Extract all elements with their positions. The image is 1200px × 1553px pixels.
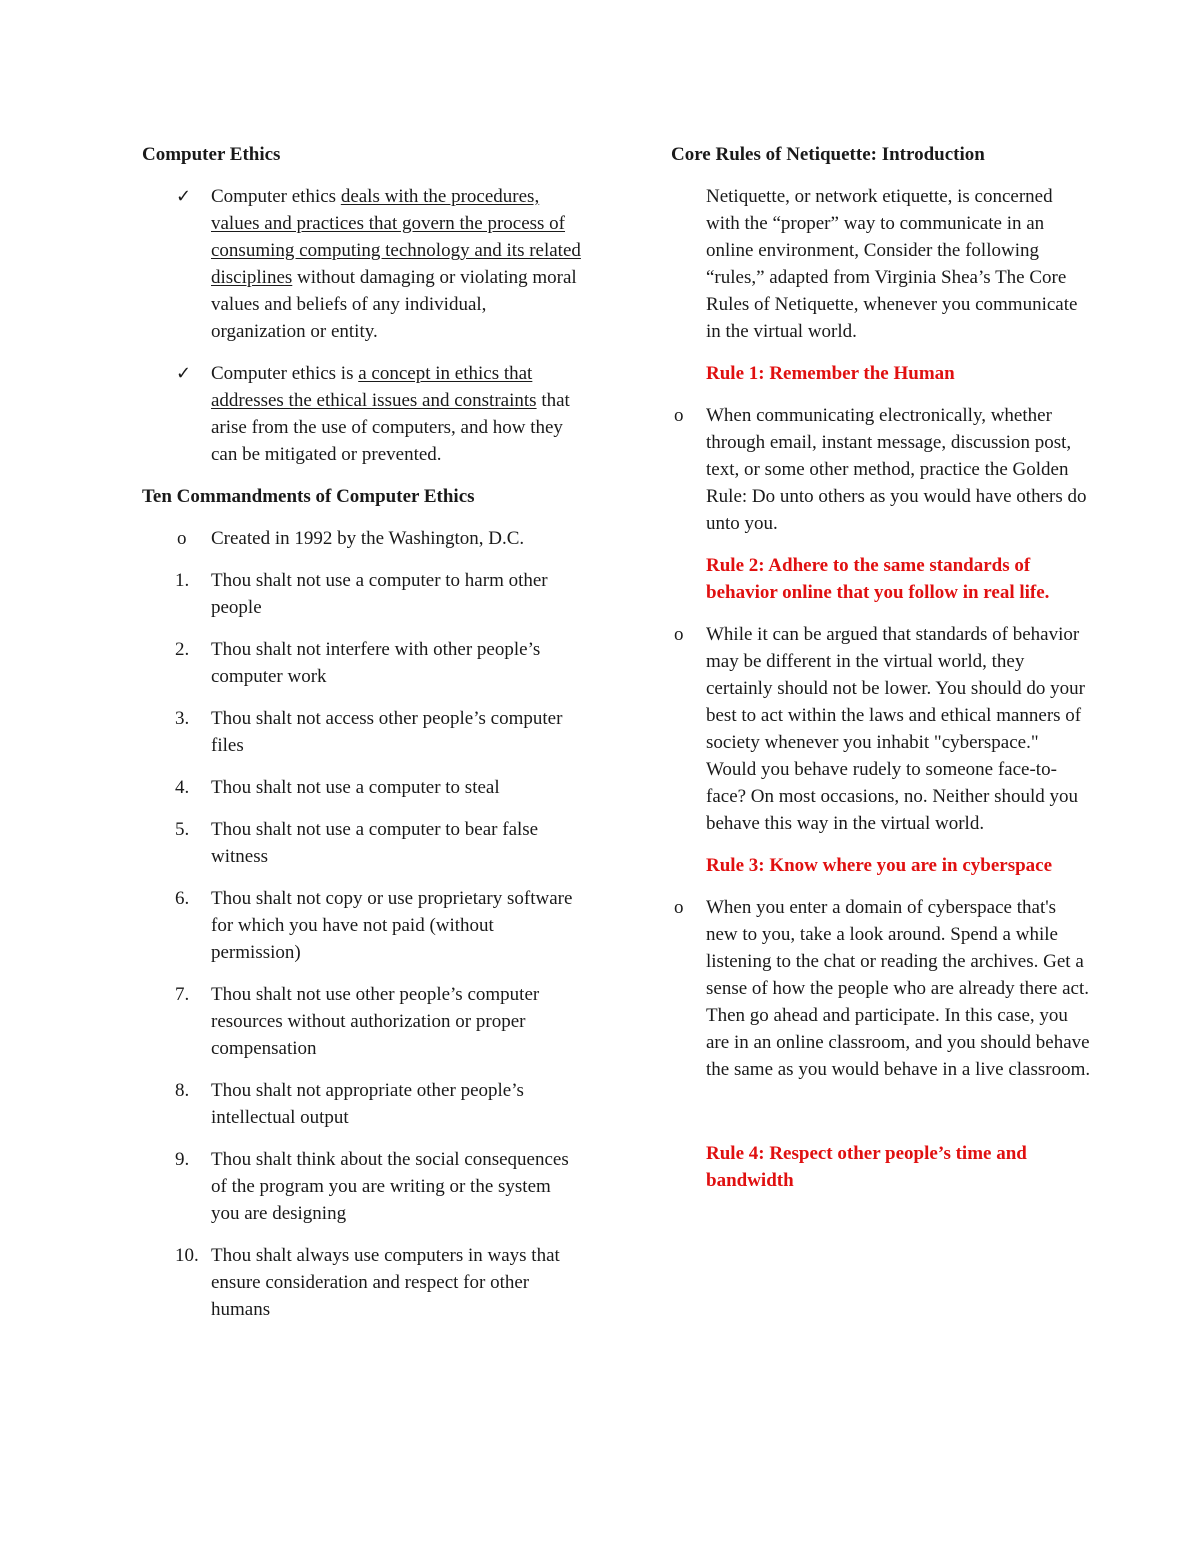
commandment-item xyxy=(142,1146,582,1227)
checkmark-icon: ✓ xyxy=(176,186,192,207)
commandment-number: 8. xyxy=(175,1080,190,1101)
ethics-point-2 xyxy=(142,360,582,468)
rule-text: When communicating electronically, whether through email, instant message, discussion post, text, or some other method, practice the Golden Rule: Do unto others as you would have others do unto you. xyxy=(706,405,1087,534)
ethics-point-2-before: Computer ethics is xyxy=(211,363,359,384)
commandment-text: Thou shalt always use computers in ways that ensure consideration and respect for other humans xyxy=(211,1245,560,1320)
ethics-point-1-before: Computer ethics xyxy=(211,186,341,207)
created-note xyxy=(142,525,582,552)
rule-body xyxy=(671,402,1091,537)
commandment-item xyxy=(142,567,582,621)
commandment-number: 9. xyxy=(175,1149,190,1170)
spacer xyxy=(671,1098,1091,1140)
checkmark-icon: ✓ xyxy=(176,363,192,384)
netiquette-intro: Netiquette, or network etiquette, is concerned with the “proper” way to communicate in an online environment, Consider the following “rules,” adapted from Virginia Shea’s The Core Rules of Netiquette, whenever you communicate in the virtual world. xyxy=(706,186,1078,342)
commandment-number: 7. xyxy=(175,984,190,1005)
commandment-item xyxy=(142,774,582,801)
ten-commandments-heading: Ten Commandments of Computer Ethics xyxy=(142,486,475,507)
rule-text: While it can be argued that standards of behavior may be different in the virtual world, they certainly should not be lower. You should do your best to act within the laws and ethical manners of society whenever you inhabit "cyberspace." Would you behave rudely to someone face-to-face? On most occasions, no. Neither should you behave this way in the virtual world. xyxy=(706,624,1085,834)
commandment-text: Thou shalt not access other people’s computer files xyxy=(211,708,563,756)
commandment-item xyxy=(142,816,582,870)
commandment-text: Thou shalt think about the social consequences of the program you are writing or the system you are designing xyxy=(211,1149,569,1224)
left-column xyxy=(142,141,582,1338)
ethics-point-2-underlined: a concept in ethics that addresses the ethical issues and constraints xyxy=(211,363,537,411)
ethics-point-1-after: without damaging or violating moral values and beliefs of any individual, organization or entity. xyxy=(211,267,577,342)
rule-heading: Rule 1: Remember the Human xyxy=(706,363,955,384)
rule-body xyxy=(671,621,1091,837)
rule-heading: Rule 2: Adhere to the same standards of behavior online that you follow in real life. xyxy=(706,555,1050,603)
commandment-number: 3. xyxy=(175,708,190,729)
commandment-text: Thou shalt not copy or use proprietary software for which you have not paid (without permission) xyxy=(211,888,573,963)
commandment-number: 6. xyxy=(175,888,190,909)
commandment-item xyxy=(142,885,582,966)
commandment-text: Thou shalt not interfere with other people’s computer work xyxy=(211,639,541,687)
commandment-text: Thou shalt not use a computer to steal xyxy=(211,777,500,798)
bullet-o: o xyxy=(177,528,187,549)
commandment-item xyxy=(142,981,582,1062)
commandment-number: 2. xyxy=(175,639,190,660)
ethics-point-1 xyxy=(142,183,582,345)
commandment-number: 10. xyxy=(175,1245,199,1266)
commandment-number: 4. xyxy=(175,777,190,798)
commandment-text: Thou shalt not use other people’s computer resources without authorization or proper compensation xyxy=(211,984,540,1059)
created-note-text: Created in 1992 by the Washington, D.C. xyxy=(211,528,525,549)
rule-text: When you enter a domain of cyberspace that's new to you, take a look around. Spend a while listening to the chat or reading the archives. Get a sense of how the people who are already there act. Then go ahead and participate. In this case, you are in an online classroom, and you should behave the same as you would behave in a live classroom. xyxy=(706,897,1091,1080)
netiquette-heading: Core Rules of Netiquette: Introduction xyxy=(671,144,985,165)
commandment-text: Thou shalt not use a computer to harm other people xyxy=(211,570,548,618)
commandment-number: 1. xyxy=(175,570,190,591)
rule-heading: Rule 3: Know where you are in cyberspace xyxy=(706,855,1053,876)
ethics-point-1-underlined: deals with the procedures, values and practices that govern the process of consuming computing technology and its related disciplines xyxy=(211,186,581,288)
computer-ethics-heading: Computer Ethics xyxy=(142,144,281,165)
bullet-o: o xyxy=(674,897,684,918)
bullet-o: o xyxy=(674,624,684,645)
rules-list xyxy=(671,360,1091,1083)
rule-body xyxy=(671,894,1091,1083)
commandment-item xyxy=(142,1077,582,1131)
commandment-item xyxy=(142,705,582,759)
commandment-item xyxy=(142,636,582,690)
commandment-text: Thou shalt not use a computer to bear false witness xyxy=(211,819,539,867)
rule-4-heading: Rule 4: Respect other people’s time and bandwidth xyxy=(706,1143,1027,1191)
ethics-point-2-after: that arise from the use of computers, and how they can be mitigated or prevented. xyxy=(211,390,570,465)
commandment-text: Thou shalt not appropriate other people’s intellectual output xyxy=(211,1080,524,1128)
right-column xyxy=(671,141,1091,1209)
commandments-list xyxy=(142,567,582,1323)
commandment-number: 5. xyxy=(175,819,190,840)
bullet-o: o xyxy=(674,405,684,426)
commandment-item xyxy=(142,1242,582,1323)
